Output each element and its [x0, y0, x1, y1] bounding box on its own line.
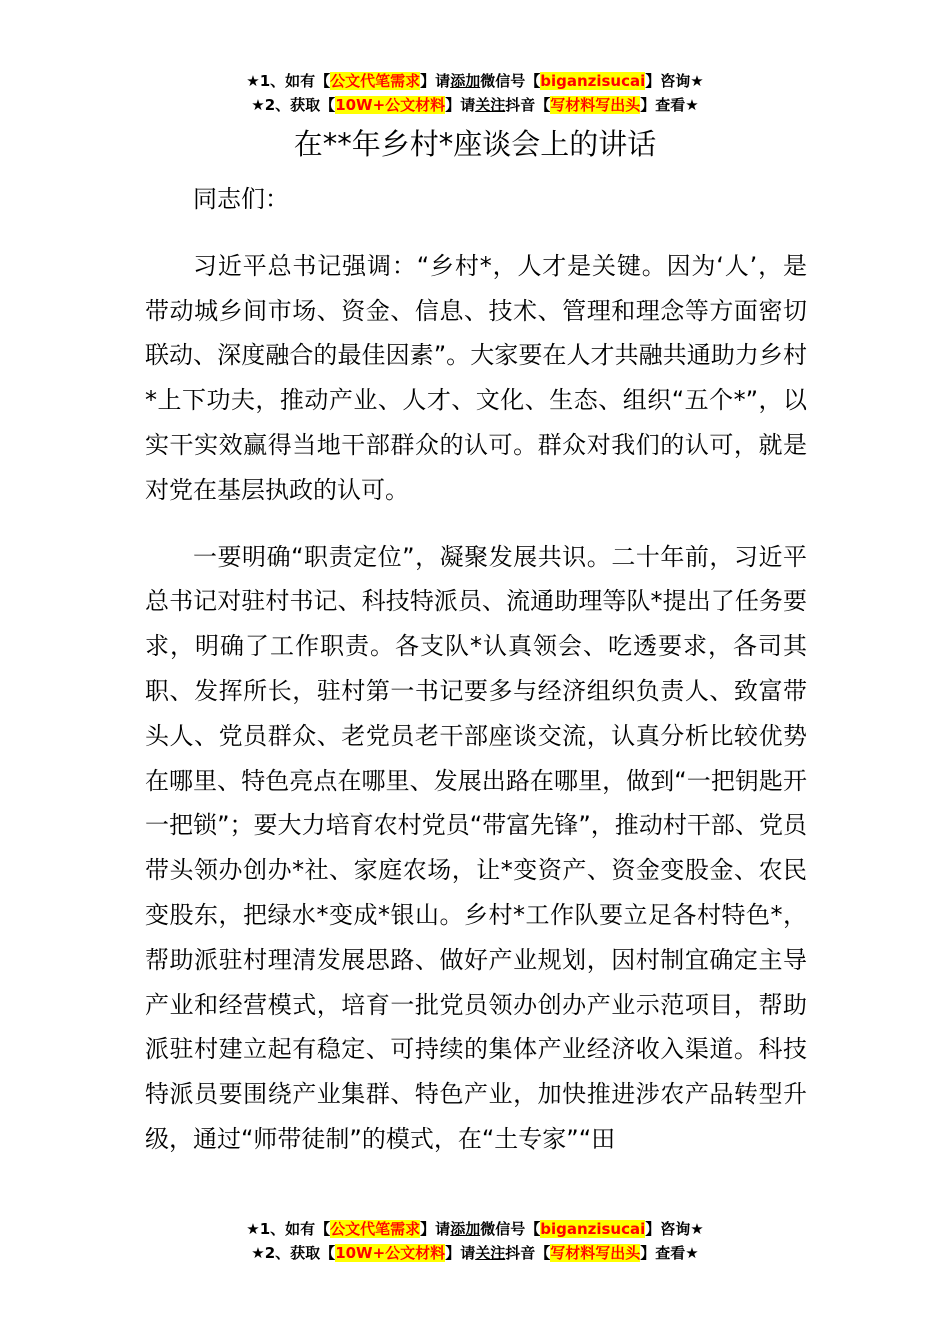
banner-text: 】请 — [445, 1244, 476, 1262]
banner-text: ★2、获取【 — [251, 96, 336, 114]
banner-text: 抖音【 — [505, 1244, 551, 1262]
banner-text: 】咨询★ — [645, 72, 704, 90]
highlight-douyin-account: 写材料写出头 — [550, 96, 641, 114]
paragraph-2: 一要明确“职责定位”，凝聚发展共识。二十年前，习近平总书记对驻村书记、科技特派员、流通助理等队*提出了任务要求，明确了工作职责。各支队*认真领会、吃透要求，各司其职、发挥所长，驻村第一书记要多与经济组织负责人、致富带头人、党员群众、老党员老干部座谈交流，认真分析比较优势在哪里、特色亮点在哪里、发展出路在哪里，做到“一把钥匙开一把锁”；要大力培育农村党员“带富先锋”，推动村干部、党员带头领办创办*社、家庭农场，让*变资产、资金变股金、农民变股东，把绿水*变成*银山。乡村*工作队要立足各村特色*，帮助派驻村理清发展思路、做好产业规划，因村制宜确定主导产业和经营模式，培育一批党员领办创办产业示范项目，帮助派驻村建立起有稳定、可持续的集体产业经济收入渠道。科技特派员要围绕产业集群、特色产业，加快推进涉农产品转型升级，通过“师带徒制”的模式，在“土专家”“田 — [145, 542, 807, 1153]
banner-underlined-text: 关注 — [475, 96, 506, 114]
banner-line-2 — [0, 1241, 950, 1265]
banner-text: 】请 — [420, 72, 451, 90]
highlight-service: 公文代笔需求 — [330, 72, 421, 90]
banner-underlined-text: 关注 — [475, 1244, 506, 1262]
banner-underlined-text: 添加 — [450, 72, 481, 90]
banner-text: 】查看★ — [640, 1244, 699, 1262]
salutation: 同志们： — [193, 185, 289, 213]
bottom-banner — [0, 1217, 950, 1265]
banner-text: 微信号【 — [480, 72, 541, 90]
highlight-douyin-account: 写材料写出头 — [550, 1244, 641, 1262]
banner-text: 】请 — [445, 96, 476, 114]
paragraph-1: 习近平总书记强调：“乡村*，人才是关键。因为‘人’，是带动城乡间市场、资金、信息、技术、管理和理念等方面密切联动、深度融合的最佳因素”。大家要在人才共融共通助力乡村*上下功夫，推动产业、人才、文化、生态、组织“五个*”，以实干实效赢得当地干部群众的认可。群众对我们的认可，就是对党在基层执政的认可。 — [145, 251, 807, 504]
banner-text: 微信号【 — [480, 1220, 541, 1238]
document-body — [145, 177, 807, 1162]
banner-text: ★2、获取【 — [251, 1244, 336, 1262]
banner-underlined-text: 添加 — [450, 1220, 481, 1238]
banner-line-1 — [0, 69, 950, 93]
banner-text: 抖音【 — [505, 96, 551, 114]
banner-text: 】查看★ — [640, 96, 699, 114]
top-banner — [0, 69, 950, 117]
document-title: 在**年乡村*座谈会上的讲话 — [293, 127, 657, 161]
highlight-wechat-id: biganzisucai — [540, 72, 646, 90]
highlight-wechat-id: biganzisucai — [540, 1220, 646, 1238]
banner-text: ★1、如有【 — [246, 1220, 331, 1238]
banner-line-1 — [0, 1217, 950, 1241]
banner-text: 】咨询★ — [645, 1220, 704, 1238]
banner-line-2 — [0, 93, 950, 117]
banner-text: 】请 — [420, 1220, 451, 1238]
banner-text: ★1、如有【 — [246, 72, 331, 90]
highlight-service: 公文代笔需求 — [330, 1220, 421, 1238]
highlight-materials: 10W+公文材料 — [335, 1244, 446, 1262]
highlight-materials: 10W+公文材料 — [335, 96, 446, 114]
